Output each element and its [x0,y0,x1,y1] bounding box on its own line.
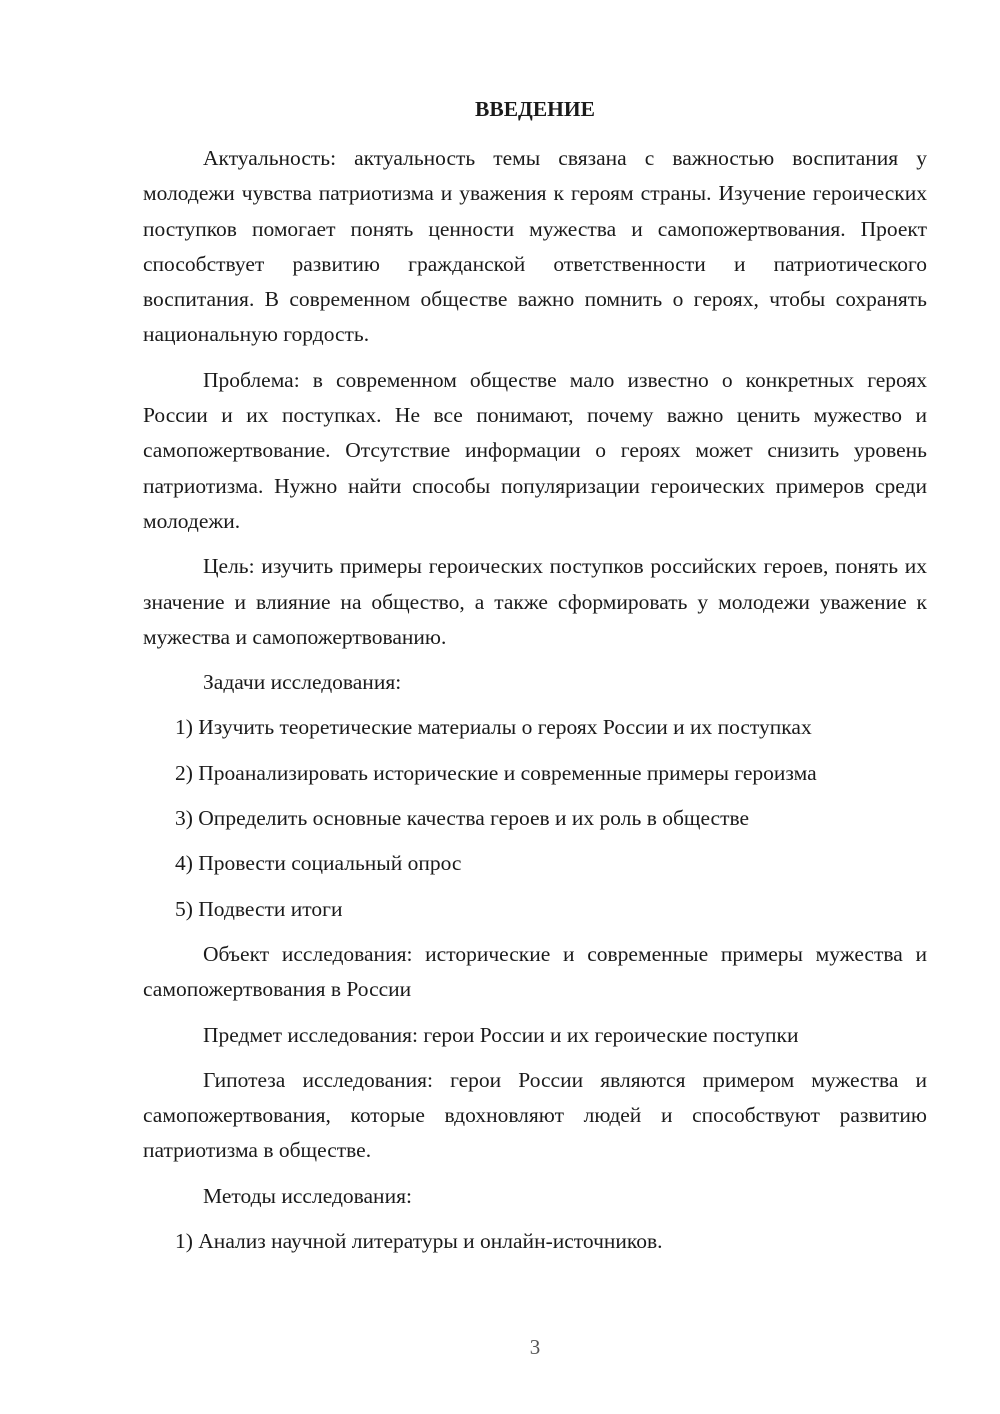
hypothesis-paragraph: Гипотеза исследования: герои России являются примером мужества и самопожертвования, которые вдохновляют людей и способствуют развитию патриотизма в обществе. [143,1067,927,1163]
task-item: 4) Провести социальный опрос [175,851,462,876]
task-item: 1) Изучить теоретические материалы о героях России и их поступках [175,715,812,740]
task-item: 2) Проанализировать исторические и современные примеры героизма [175,760,817,785]
method-item: 1) Анализ научной литературы и онлайн-источников. [175,1229,663,1254]
object-paragraph: Объект исследования: исторические и современные примеры мужества и самопожертвования в России [143,941,927,1002]
task-item: 3) Определить основные качества героев и их роль в обществе [175,806,750,831]
page-number: 3 [529,1335,541,1359]
task-item: 5) Подвести итоги [175,896,343,921]
relevance-paragraph: Актуальность: актуальность темы связана с важностью воспитания у молодежи чувства патриотизма и уважения к героям страны. Изучение героических поступков помогает понять ценности мужества и самопожертвования. Проект способствует развитию гражданской ответственности и патриотического воспитания. В современном обществе важно помнить о героях, чтобы сохранять национальную гордость. [143,146,927,347]
page-content [143,92,927,1269]
section-title: ВВЕДЕНИЕ [475,97,595,121]
goal-paragraph: Цель: изучить примеры героических поступков российских героев, понять их значение и влияние на общество, а также сформировать у молодежи уважение к мужества и самопожертвованию. [143,554,927,649]
subject-paragraph: Предмет исследования: герои России и их героические поступки [203,1022,799,1047]
tasks-label: Задачи исследования: [203,670,402,695]
methods-label: Методы исследования: [203,1183,412,1208]
problem-paragraph: Проблема: в современном обществе мало известно о конкретных героях России и их поступках. Не все понимают, почему важно ценить мужество и самопожертвование. Отсутствие информации о героях может снизить уровень патриотизма. Нужно найти способы популяризации героических примеров среди молодежи. [143,367,927,533]
